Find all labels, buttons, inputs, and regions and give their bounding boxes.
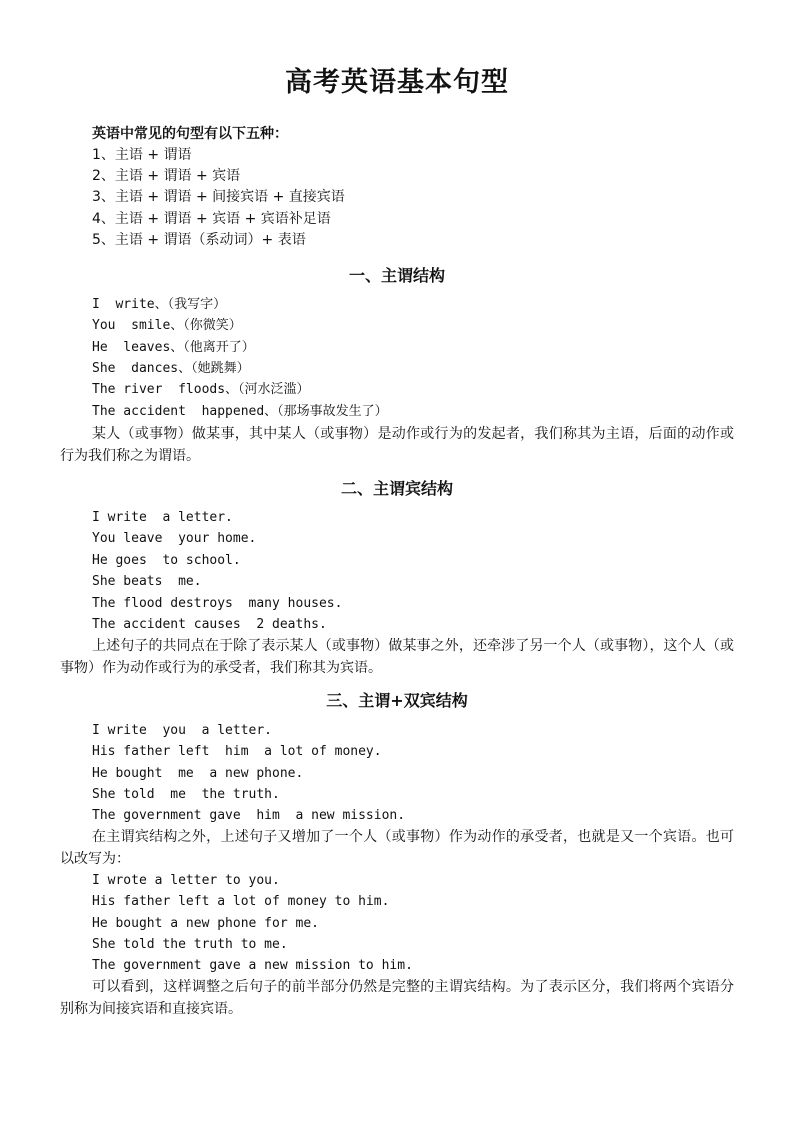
example-sentence: I write、（我写字） <box>92 297 227 312</box>
explanation-paragraph: 在主谓宾结构之外，上述句子又增加了一个人（或事物）作为动作的承受者，也就是又一个宾语。也可以改写为： <box>60 829 734 867</box>
example-sentence: She told me the truth. <box>92 787 280 802</box>
example-sentence: His father left him a lot of money. <box>92 744 382 759</box>
example-sentence: He bought me a new phone. <box>92 766 304 781</box>
example-sentence: The flood destroys many houses. <box>92 596 343 611</box>
pattern-item: 1、主语 + 谓语 <box>92 147 192 163</box>
rewritten-sentence: He bought a new phone for me. <box>92 916 319 931</box>
rewritten-sentence: The government gave a new mission to him. <box>92 958 413 973</box>
explanation-paragraph: 上述句子的共同点在于除了表示某人（或事物）做某事之外，还牵涉了另一个人（或事物），这个人（或事物）作为动作或行为的承受者，我们称其为宾语。 <box>60 638 734 676</box>
rewritten-sentence: She told the truth to me. <box>92 937 288 952</box>
pattern-item: 3、主语 + 谓语 + 间接宾语 + 直接宾语 <box>92 189 345 205</box>
rewritten-sentence: His father left a lot of money to him. <box>92 894 390 909</box>
example-sentence: She beats me. <box>92 574 202 589</box>
section-heading: 三、主谓+双宾结构 <box>326 691 468 710</box>
example-sentence: The accident causes 2 deaths. <box>92 617 327 632</box>
example-sentence: The government gave him a new mission. <box>92 808 406 823</box>
pattern-item: 5、主语 + 谓语（系动词）+ 表语 <box>92 232 306 248</box>
example-sentence: The accident happened、（那场事故发生了） <box>92 404 388 419</box>
section-heading: 一、主谓结构 <box>348 266 445 285</box>
pattern-item: 2、主语 + 谓语 + 宾语 <box>92 168 241 184</box>
intro-heading: 英语中常见的句型有以下五种： <box>92 126 288 142</box>
example-sentence: I write a letter. <box>92 510 233 525</box>
example-sentence: He leaves、（他离开了） <box>92 340 255 355</box>
explanation-paragraph: 可以看到，这样调整之后句子的前半部分仍然是完整的主谓宾结构。为了表示区分，我们将两个宾语分别称为间接宾语和直接宾语。 <box>60 979 734 1017</box>
example-sentence: I write you a letter. <box>92 723 273 738</box>
example-sentence: The river floods、（河水泛滥） <box>92 382 310 397</box>
pattern-item: 4、主语 + 谓语 + 宾语 + 宾语补足语 <box>92 211 331 227</box>
section-heading: 二、主谓宾结构 <box>340 479 453 498</box>
example-sentence: She dances、（她跳舞） <box>92 361 250 376</box>
explanation-paragraph: 某人（或事物）做某事，其中某人（或事物）是动作或行为的发起者，我们称其为主语，后面的动作或行为我们称之为谓语。 <box>60 426 734 464</box>
page-title: 高考英语基本句型 <box>285 67 509 98</box>
example-sentence: You leave your home. <box>92 531 257 546</box>
example-sentence: He goes to school. <box>92 553 241 568</box>
example-sentence: You smile、（你微笑） <box>92 318 242 333</box>
rewritten-sentence: I wrote a letter to you. <box>92 873 280 888</box>
